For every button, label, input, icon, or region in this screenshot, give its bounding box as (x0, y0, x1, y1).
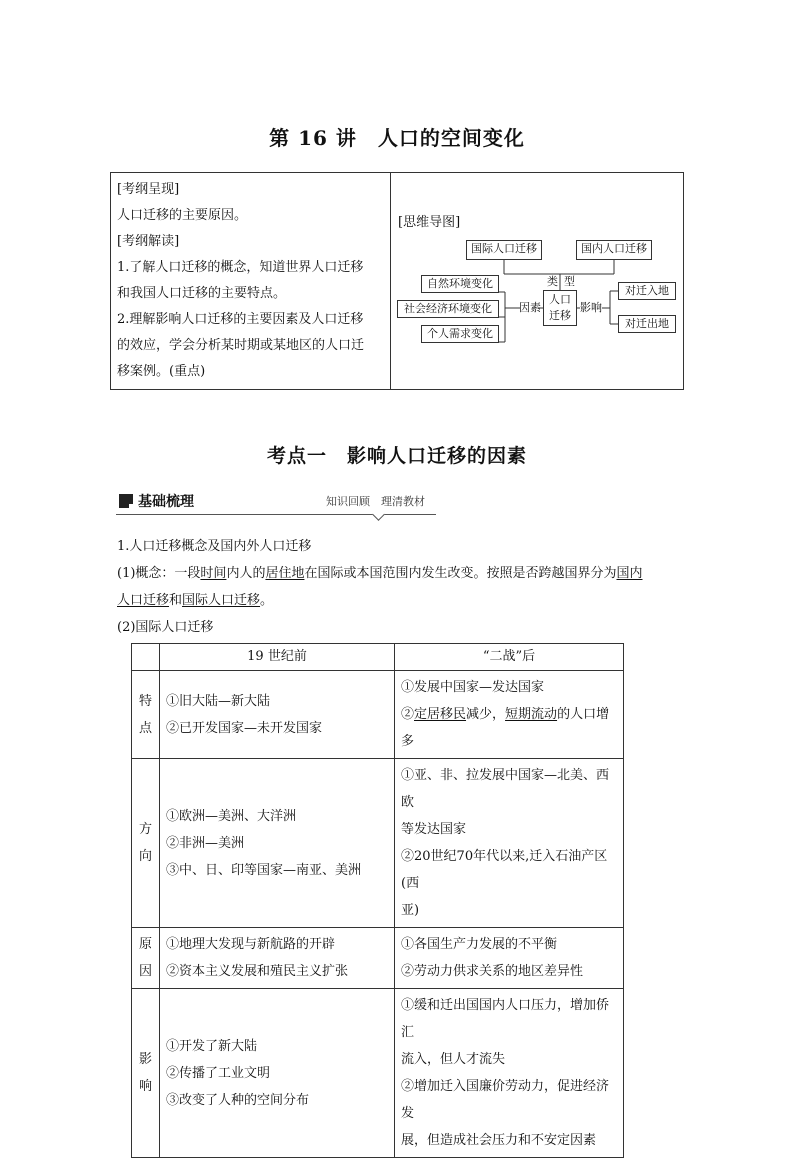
cell-line: ③改变了人种的空间分布 (166, 1092, 310, 1108)
table-cell (395, 928, 624, 989)
row-head: 原因 (132, 928, 160, 989)
table-row (132, 759, 624, 928)
text: 。 (260, 593, 274, 608)
cell-line: ①缓和迁出国国内人口压力，增加侨汇 (401, 998, 610, 1040)
underlined-term: 人口迁移 (117, 593, 170, 608)
section-subtitle: 知识回顾 理清教材 (326, 495, 425, 508)
cell-line: 流入，但人才流失 (401, 1052, 506, 1067)
topic-title: 考点一 影响人口迁移的因素 (266, 445, 527, 467)
underlined-term: 时间 (200, 566, 227, 581)
table-cell (160, 671, 395, 759)
text: 在国际或本国范围内发生改变。按照是否跨越国界分为 (304, 566, 617, 581)
cell-line: 亚) (401, 903, 420, 918)
cell-line: ②非洲—美洲 (166, 835, 245, 851)
mind-map-to-out: 对迁出地 (618, 315, 676, 333)
cell-line: ②传播了工业文明 (166, 1065, 271, 1081)
table-corner (132, 644, 160, 671)
mind-map-domestic-box: 国内人口迁移 (576, 240, 652, 260)
cell-line: 展，但造成社会压力和不安定因素 (401, 1133, 597, 1148)
cell-line: ①亚、非、拉发展中国家—北美、西欧 (401, 768, 610, 810)
cell-line: ②已开发国家—未开发国家 (166, 720, 323, 736)
table-row (132, 989, 624, 1158)
cell-line: ②增加迁入国廉价劳动力，促进经济发 (401, 1079, 610, 1121)
mind-map-influence-text: 影响 (580, 301, 602, 314)
table-header-row (132, 644, 624, 671)
outline-line: 移案例。(重点) (117, 364, 206, 379)
outline-line: 和我国人口迁移的主要特点。 (117, 286, 287, 301)
table-cell (395, 989, 624, 1158)
mind-map-type-text: 类型 (547, 275, 581, 288)
mind-map-international-box: 国际人口迁移 (466, 240, 542, 260)
section-header (116, 490, 436, 518)
outline-line: 1.了解人口迁移的概念，知道世界人口迁移 (117, 260, 364, 275)
mind-map-personal-box: 个人需求变化 (421, 325, 499, 343)
outline-line: [考纲呈现] (117, 182, 180, 197)
underlined-term: 居住地 (265, 566, 305, 581)
cell-line: ①地理大发现与新航路的开辟 (166, 937, 336, 952)
lesson-title: 第 16 讲 人口的空间变化 (269, 126, 525, 150)
table-cell (160, 989, 395, 1158)
cell-line: ②20世纪70年代以来,迁入石油产区(西 (401, 849, 608, 891)
cell-line: ①旧大陆—新大陆 (166, 693, 271, 709)
table-header: “二战”后 (395, 644, 624, 671)
table-cell (395, 671, 624, 759)
mind-map-to-in: 对迁入地 (618, 282, 676, 300)
section-label: 基础梳理 (138, 494, 194, 510)
table-row (132, 928, 624, 989)
underlined-term: 国际人口迁移 (182, 593, 261, 608)
table-header: 19 世纪前 (160, 644, 395, 671)
outline-line: [考纲解读] (117, 234, 180, 249)
mind-map-center-box: 人口迁移 (543, 290, 577, 326)
paragraph-concept (117, 562, 643, 581)
cell-line: ①发展中国家—发达国家 (401, 680, 545, 695)
table-cell (395, 759, 624, 928)
table-row (132, 671, 624, 759)
mind-map-lines (0, 0, 794, 400)
outline-line: 2.理解影响人口迁移的主要因素及人口迁移 (117, 312, 364, 327)
text: (1)概念：一段 (117, 566, 201, 581)
cell-line: ①开发了新大陆 (166, 1038, 258, 1054)
cell-line: ②劳动力供求关系的地区差异性 (401, 964, 584, 979)
section-notch (372, 508, 385, 521)
cell-line: ①欧洲—美洲、大洋洲 (166, 808, 297, 824)
section-divider (116, 514, 436, 515)
table-cell (160, 928, 395, 989)
paragraph-international: (2)国际人口迁移 (117, 620, 214, 635)
text: 内人的 (226, 566, 266, 581)
cell-line: ①各国生产力发展的不平衡 (401, 937, 558, 952)
mind-map-socioeconomic-box: 社会经济环境变化 (397, 300, 499, 318)
text: 和 (169, 593, 183, 608)
row-head: 影响 (132, 989, 160, 1158)
migration-table (131, 643, 624, 1158)
mind-map-label: [思维导图] (398, 215, 461, 230)
paragraph-concept-cont (117, 589, 273, 608)
cell-line: ②定居移民减少，短期流动的人口增多 (401, 707, 610, 749)
outline-line: 人口迁移的主要原因。 (117, 208, 248, 223)
outline-line: 的效应，学会分析某时期或某地区的人口迁 (117, 338, 365, 353)
paragraph-heading: 1.人口迁移概念及国内外人口迁移 (117, 539, 312, 554)
table-cell (160, 759, 395, 928)
mind-map-natural-box: 自然环境变化 (421, 275, 499, 293)
cell-line: 等发达国家 (401, 822, 467, 837)
row-head: 特点 (132, 671, 160, 759)
cell-line: ③中、日、印等国家—南亚、美洲 (166, 862, 362, 878)
section-square-icon (119, 494, 133, 508)
row-head: 方向 (132, 759, 160, 928)
cell-line: ②资本主义发展和殖民主义扩张 (166, 964, 349, 979)
mind-map-factor-text: 因素 (519, 301, 541, 314)
underlined-term: 国内 (616, 566, 643, 581)
